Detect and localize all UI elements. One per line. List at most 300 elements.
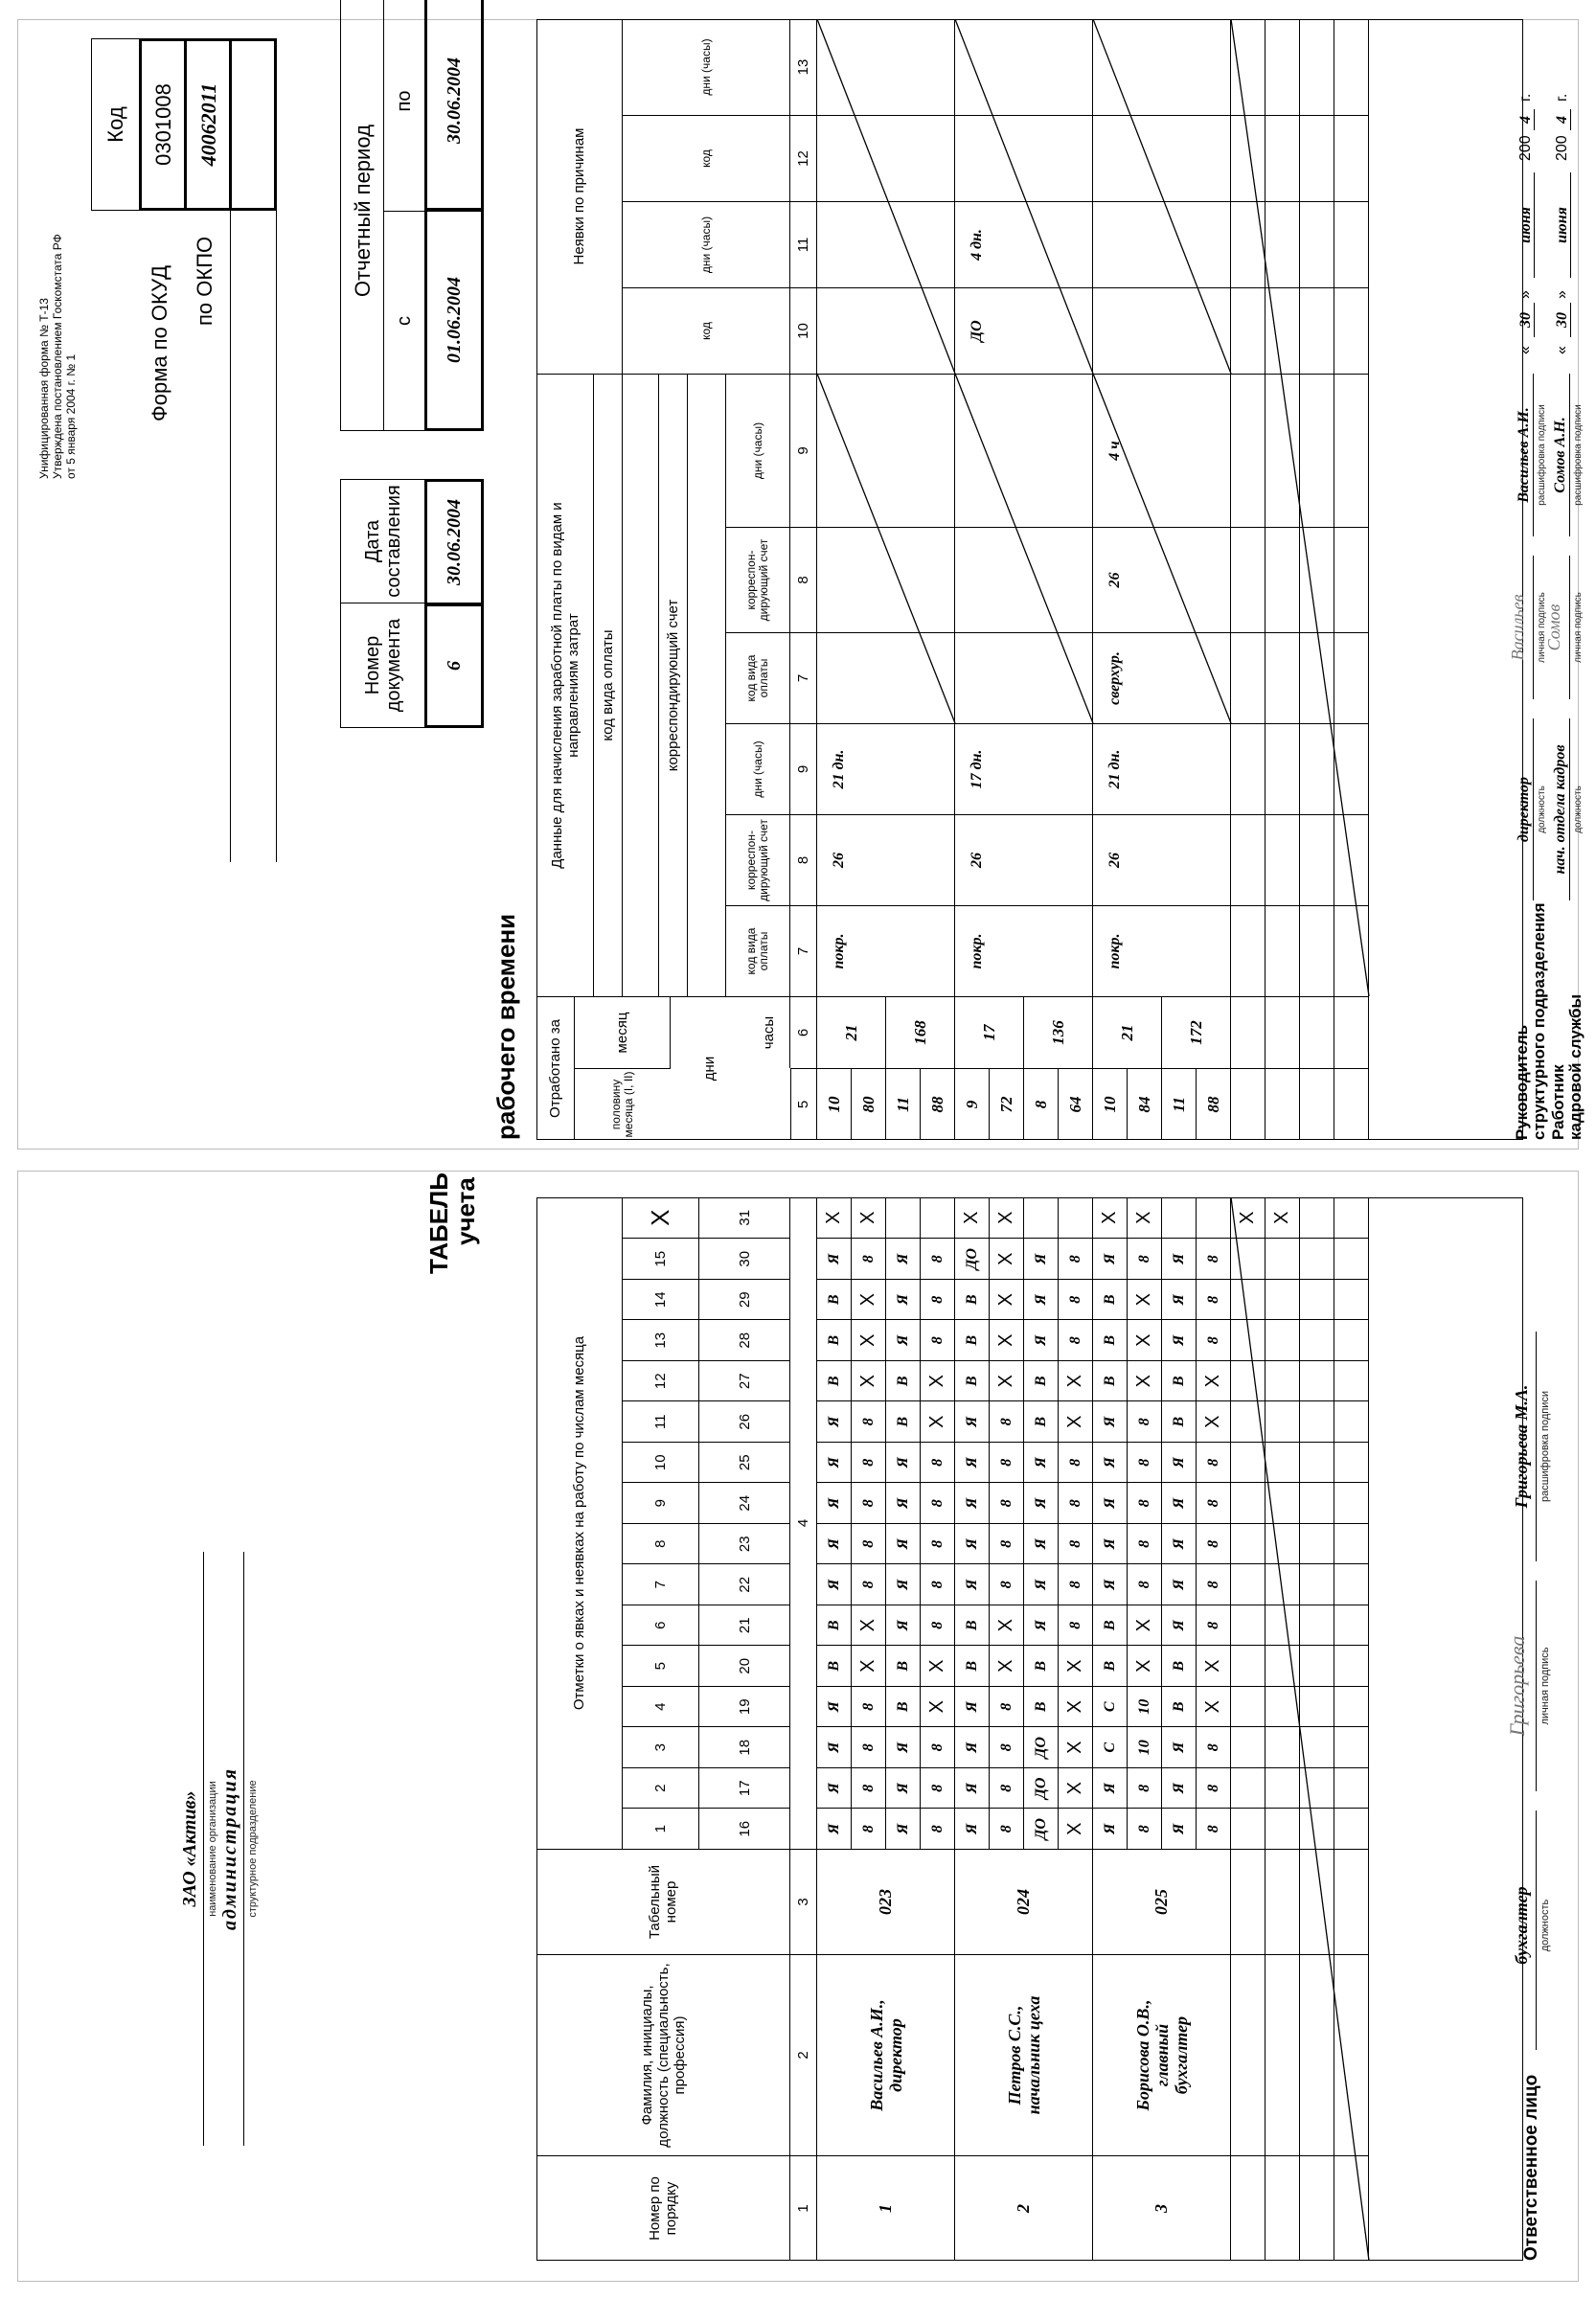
doc-number: 6 bbox=[424, 603, 484, 728]
date-2-close: » bbox=[1554, 290, 1570, 299]
row-3-m2-day-7: Я bbox=[1162, 1564, 1197, 1605]
row-1-h2-day-13: 8 bbox=[921, 1320, 955, 1361]
org-caption: наименование организации bbox=[207, 1781, 218, 1917]
row-3-month-days: 21 bbox=[1093, 996, 1162, 1068]
row-1-h1-day-1: 8 bbox=[852, 1809, 886, 1850]
row-2-h2-day-8: 8 bbox=[1059, 1523, 1093, 1564]
day-header-18: 18 bbox=[699, 1727, 790, 1768]
row-3-h1-day-11: 8 bbox=[1128, 1401, 1162, 1443]
row-2-half2_hours: 64 bbox=[1059, 1068, 1093, 1140]
row-1-h1-day-7: 8 bbox=[852, 1564, 886, 1605]
resp-position: бухгалтер bbox=[1512, 1886, 1531, 1965]
row-1-h2-day-11: X bbox=[921, 1401, 955, 1443]
row-3-m2-day-2: Я bbox=[1162, 1767, 1197, 1809]
resp-position-caption: должность bbox=[1539, 1899, 1551, 1952]
row-2-h2-day-1: X bbox=[1059, 1809, 1093, 1850]
row-1-h1-day-13: X bbox=[852, 1320, 886, 1361]
row-3-absence-cross-line bbox=[1093, 19, 1231, 374]
row-3-h2-day-5: X bbox=[1197, 1646, 1231, 1687]
row-2-h1-day-14: X bbox=[990, 1279, 1024, 1320]
row-3-h1-day-8: 8 bbox=[1128, 1523, 1162, 1564]
row-2-h1-day-11: 8 bbox=[990, 1401, 1024, 1443]
period-from-label: с bbox=[383, 211, 426, 431]
empty-day-1-15: X bbox=[1265, 1197, 1300, 1239]
row-3-h2-day-12: X bbox=[1197, 1360, 1231, 1401]
row-3-m1-day-3: С bbox=[1093, 1727, 1128, 1768]
okpo-label: по ОКПО bbox=[193, 236, 217, 326]
row-1-m2-day-14: Я bbox=[886, 1279, 921, 1320]
row-1-m2-day-8: Я bbox=[886, 1523, 921, 1564]
row-1-m1-day-8: Я bbox=[817, 1523, 852, 1564]
row-1-h1-day-16: X bbox=[852, 1197, 886, 1239]
row-3-m1-day-15: Я bbox=[1093, 1239, 1128, 1280]
day-header-7: 7 bbox=[623, 1564, 699, 1605]
right-colnum-11: 12 bbox=[790, 115, 817, 201]
row-3-m1-day-2: Я bbox=[1093, 1767, 1128, 1809]
row-1-m1-day-6: В bbox=[817, 1605, 852, 1646]
row-2-m1-day-7: Я bbox=[955, 1564, 990, 1605]
row-3-m2-day-5: В bbox=[1162, 1646, 1197, 1687]
row-3-m1-day-8: Я bbox=[1093, 1523, 1128, 1564]
row-3-h2-day-14: 8 bbox=[1197, 1279, 1231, 1320]
right-colnum-1: 5 bbox=[790, 1068, 817, 1140]
row-1-h1-day-9: 8 bbox=[852, 1483, 886, 1524]
row-3-h2-day-10: 8 bbox=[1197, 1442, 1231, 1483]
title-tabel: ТАБЕЛЬ bbox=[424, 1172, 453, 1274]
form-note-2: Утверждена постановлением Госкомстата РФ bbox=[51, 234, 64, 479]
row-1-h2-day-7: 8 bbox=[921, 1564, 955, 1605]
head-signature-caption: личная подпись bbox=[1537, 592, 1547, 663]
row-2-abs_code: ДО bbox=[955, 287, 1093, 374]
row-1-m2-day-4: В bbox=[886, 1686, 921, 1727]
day-header-8: 8 bbox=[623, 1523, 699, 1564]
right-empty-cross-line bbox=[1231, 19, 1369, 996]
day-header-19: 19 bbox=[699, 1686, 790, 1727]
day-header-20: 20 bbox=[699, 1646, 790, 1687]
row-2-m2-day-15: Я bbox=[1024, 1239, 1059, 1280]
row-3-m1-day-14: В bbox=[1093, 1279, 1128, 1320]
day-header-26: 26 bbox=[699, 1401, 790, 1443]
right-colnum-2: 6 bbox=[790, 996, 817, 1068]
date-2-month: июня bbox=[1554, 172, 1571, 278]
row-2-m1-day-12: В bbox=[955, 1360, 990, 1401]
row-tab-3: 025 bbox=[1093, 1849, 1231, 1954]
row-2-h2-day-11: X bbox=[1059, 1401, 1093, 1443]
head-name: Васильев А.И. bbox=[1516, 407, 1532, 503]
period-from: 01.06.2004 bbox=[424, 209, 484, 431]
hr-label-1: Работник bbox=[1549, 1064, 1567, 1140]
h-num: Номер по порядку bbox=[536, 2155, 790, 2261]
right-colnum-7: 8 bbox=[790, 527, 817, 632]
row-1-m1-day-2: Я bbox=[817, 1767, 852, 1809]
row-2-h2-day-3: X bbox=[1059, 1727, 1093, 1768]
okud-code: 0301008 bbox=[139, 38, 187, 211]
row-1-h2-day-3: 8 bbox=[921, 1727, 955, 1768]
row-1-pay_acc: 26 bbox=[817, 814, 955, 905]
row-3-h1-day-2: 8 bbox=[1128, 1767, 1162, 1809]
row-3-m2-day-3: Я bbox=[1162, 1727, 1197, 1768]
row-2-h2-day-5: X bbox=[1059, 1646, 1093, 1687]
row-2-m2-day-11: В bbox=[1024, 1401, 1059, 1443]
day-header-24: 24 bbox=[699, 1483, 790, 1524]
row-1-half2_days: 11 bbox=[886, 1068, 921, 1140]
row-2-h2-day-15: 8 bbox=[1059, 1239, 1093, 1280]
row-1-m2-day-7: Я bbox=[886, 1564, 921, 1605]
row-3-h1-day-13: X bbox=[1128, 1320, 1162, 1361]
row-3-m2-day-8: Я bbox=[1162, 1523, 1197, 1564]
row-3-pay2-cross-line bbox=[1093, 374, 1231, 723]
row-1-m2-day-15: Я bbox=[886, 1239, 921, 1280]
row-1-m1-day-11: Я bbox=[817, 1401, 852, 1443]
day-header-25: 25 bbox=[699, 1442, 790, 1483]
row-2-m1-day-5: В bbox=[955, 1646, 990, 1687]
row-3-pay_days: 21 дн. bbox=[1093, 723, 1231, 814]
row-num-2: 2 bbox=[955, 2155, 1093, 2261]
pay-subheader-4: код вида оплаты bbox=[726, 632, 790, 723]
row-1-h1-day-10: 8 bbox=[852, 1442, 886, 1483]
colnum-1: 1 bbox=[790, 2155, 817, 2261]
row-1-pay2-cross-line bbox=[817, 374, 955, 723]
row-2-m2-day-2: ДО bbox=[1024, 1767, 1059, 1809]
day-header-17: 17 bbox=[699, 1767, 790, 1809]
row-num-1: 1 bbox=[817, 2155, 955, 2261]
row-2-m1-day-13: В bbox=[955, 1320, 990, 1361]
day-header-16: X bbox=[623, 1197, 699, 1239]
h-corr: корреспондирующий счет bbox=[659, 374, 688, 996]
row-2-m2-day-10: Я bbox=[1024, 1442, 1059, 1483]
row-1-m2-day-12: В bbox=[886, 1360, 921, 1401]
row-2-pay_acc: 26 bbox=[955, 814, 1093, 905]
date-2-day: 30 bbox=[1554, 303, 1571, 337]
row-3-h1-day-14: X bbox=[1128, 1279, 1162, 1320]
hr-position-caption: должность bbox=[1573, 785, 1584, 833]
right-colnum-5: 9 bbox=[790, 723, 817, 814]
hr-position: нач. отдела кадров bbox=[1552, 744, 1568, 875]
row-3-half2_days: 11 bbox=[1162, 1068, 1197, 1140]
row-1-m2-day-2: Я bbox=[886, 1767, 921, 1809]
unit-caption: структурное подразделение bbox=[247, 1780, 259, 1918]
row-3-h1-day-15: 8 bbox=[1128, 1239, 1162, 1280]
resp-name: Григорьева М.А. bbox=[1512, 1384, 1531, 1509]
row-1-half1_days: 10 bbox=[817, 1068, 852, 1140]
hr-name: Сомов А.Н. bbox=[1552, 417, 1568, 493]
day-header-23: 23 bbox=[699, 1523, 790, 1564]
hr-label-2: кадровой службы bbox=[1566, 993, 1585, 1140]
day-header-5: 5 bbox=[623, 1646, 699, 1687]
abs-subheader-4: дни (часы) bbox=[623, 19, 790, 115]
row-3-half2_hours: 88 bbox=[1197, 1068, 1231, 1140]
h-month: месяц bbox=[575, 996, 671, 1068]
row-2-m2-day-3: ДО bbox=[1024, 1727, 1059, 1768]
org-name: ЗАО «Актив» bbox=[179, 1790, 200, 1907]
row-2-h1-day-5: X bbox=[990, 1646, 1024, 1687]
abs-subheader-1: код bbox=[623, 287, 790, 374]
head-signature: Васильев bbox=[1508, 594, 1527, 661]
row-3-h1-day-12: X bbox=[1128, 1360, 1162, 1401]
title-ucheta: учета bbox=[451, 1177, 480, 1245]
row-3-h2-day-7: 8 bbox=[1197, 1564, 1231, 1605]
row-2-m2-day-6: Я bbox=[1024, 1605, 1059, 1646]
row-2-h1-day-10: 8 bbox=[990, 1442, 1024, 1483]
hr-signature-caption: личная подпись bbox=[1573, 592, 1584, 663]
row-2-pay_code: покр. bbox=[955, 905, 1093, 996]
row-1-h2-day-15: 8 bbox=[921, 1239, 955, 1280]
row-1-h2-day-14: 8 bbox=[921, 1279, 955, 1320]
row-3-h2-day-15: 8 bbox=[1197, 1239, 1231, 1280]
row-2-h2-day-7: 8 bbox=[1059, 1564, 1093, 1605]
row-3-h1-day-7: 8 bbox=[1128, 1564, 1162, 1605]
okpo-code: 40062011 bbox=[184, 38, 232, 211]
row-1-month-days: 21 bbox=[817, 996, 886, 1068]
row-3-h2-day-6: 8 bbox=[1197, 1605, 1231, 1646]
row-2-m1-day-6: В bbox=[955, 1605, 990, 1646]
row-3-m2-day-13: Я bbox=[1162, 1320, 1197, 1361]
resp-signature: Григорьева bbox=[1505, 1635, 1529, 1737]
code-header: Код bbox=[91, 38, 139, 211]
h-pay: Данные для начисления заработной платы по видам и направлениям затрат bbox=[536, 374, 594, 996]
row-1-h2-day-5: X bbox=[921, 1646, 955, 1687]
row-3-pay2_acc: 26 bbox=[1093, 527, 1231, 632]
row-1-h1-day-4: 8 bbox=[852, 1686, 886, 1727]
row-name-3: Борисова О.В., главный бухгалтер bbox=[1093, 1954, 1231, 2155]
colnum-4: 4 bbox=[790, 1197, 817, 1849]
right-colnum-12: 13 bbox=[790, 19, 817, 115]
head-position: директор bbox=[1516, 776, 1532, 843]
row-2-h1-day-16: X bbox=[990, 1197, 1024, 1239]
row-2-m1-day-4: Я bbox=[955, 1686, 990, 1727]
row-1-m1-day-7: Я bbox=[817, 1564, 852, 1605]
day-header-27: 27 bbox=[699, 1360, 790, 1401]
okud-label: Форма по ОКУД bbox=[148, 265, 171, 421]
date-2-year-suffix: г. bbox=[1554, 93, 1570, 102]
row-2-h2-day-6: 8 bbox=[1059, 1605, 1093, 1646]
row-1-half2_hours: 88 bbox=[921, 1068, 955, 1140]
hr-signature: Сомов bbox=[1544, 603, 1563, 651]
right-colnum-6: 7 bbox=[790, 632, 817, 723]
row-2-pay_days: 17 дн. bbox=[955, 723, 1093, 814]
row-2-m1-day-15: ДО bbox=[955, 1239, 990, 1280]
row-2-m1-day-2: Я bbox=[955, 1767, 990, 1809]
right-colnum-4: 8 bbox=[790, 814, 817, 905]
title-rabochego: рабочего времени bbox=[491, 913, 520, 1140]
row-2-half1_days: 9 bbox=[955, 1068, 990, 1140]
pay-subheader-6: дни (часы) bbox=[726, 374, 790, 527]
day-header-12: 12 bbox=[623, 1360, 699, 1401]
row-3-m1-day-11: Я bbox=[1093, 1401, 1128, 1443]
row-1-h1-day-11: 8 bbox=[852, 1401, 886, 1443]
row-name-1: Васильев А.И., директор bbox=[817, 1954, 955, 2155]
h-hours: часы bbox=[747, 996, 790, 1068]
row-3-m2-day-6: Я bbox=[1162, 1605, 1197, 1646]
row-2-h2-day-12: X bbox=[1059, 1360, 1093, 1401]
row-1-m1-day-5: В bbox=[817, 1646, 852, 1687]
date-1-year-suffix: г. bbox=[1517, 93, 1534, 102]
row-3-pay_code: покр. bbox=[1093, 905, 1231, 996]
row-1-m1-day-4: Я bbox=[817, 1686, 852, 1727]
day-header-6: 6 bbox=[623, 1605, 699, 1646]
row-2-m1-day-8: Я bbox=[955, 1523, 990, 1564]
row-3-m1-day-1: Я bbox=[1093, 1809, 1128, 1850]
day-header-30: 30 bbox=[699, 1239, 790, 1280]
period-to: 30.06.2004 bbox=[424, 0, 484, 211]
row-3-m1-day-16: X bbox=[1093, 1197, 1128, 1239]
head-label-2: структурного подразделения bbox=[1530, 902, 1548, 1140]
row-2-m1-day-1: Я bbox=[955, 1809, 990, 1850]
row-3-h1-day-3: 10 bbox=[1128, 1727, 1162, 1768]
row-1-h2-day-1: 8 bbox=[921, 1809, 955, 1850]
row-2-h2-day-10: 8 bbox=[1059, 1442, 1093, 1483]
row-2-abs_days: 4 дн. bbox=[955, 201, 1093, 287]
row-1-m1-day-12: В bbox=[817, 1360, 852, 1401]
h-absence: Неявки по причинам bbox=[536, 19, 623, 374]
row-1-h2-day-9: 8 bbox=[921, 1483, 955, 1524]
row-2-m2-day-12: В bbox=[1024, 1360, 1059, 1401]
row-3-pay_acc: 26 bbox=[1093, 814, 1231, 905]
row-1-h2-day-2: 8 bbox=[921, 1767, 955, 1809]
row-3-pay2_code: сверхур. bbox=[1093, 632, 1231, 723]
row-3-m1-day-9: Я bbox=[1093, 1483, 1128, 1524]
row-3-m2-day-15: Я bbox=[1162, 1239, 1197, 1280]
day-header-13: 13 bbox=[623, 1320, 699, 1361]
date-1-year-digit: 4 bbox=[1517, 109, 1535, 130]
row-3-m1-day-12: В bbox=[1093, 1360, 1128, 1401]
day-header-21: 21 bbox=[699, 1605, 790, 1646]
h-paycode: код вида оплаты bbox=[594, 374, 623, 996]
row-1-h2-day-6: 8 bbox=[921, 1605, 955, 1646]
row-2-m1-day-14: В bbox=[955, 1279, 990, 1320]
row-3-h1-day-5: X bbox=[1128, 1646, 1162, 1687]
pay-subheader-2: корреспон-дирующий счет bbox=[726, 814, 790, 905]
row-2-h1-day-15: X bbox=[990, 1239, 1024, 1280]
row-2-m2-day-7: Я bbox=[1024, 1564, 1059, 1605]
row-1-m2-day-13: Я bbox=[886, 1320, 921, 1361]
row-1-m1-day-13: В bbox=[817, 1320, 852, 1361]
row-3-m2-day-11: В bbox=[1162, 1401, 1197, 1443]
row-3-pay2_hours: 4 ч bbox=[1093, 374, 1231, 527]
right-colnum-3: 7 bbox=[790, 905, 817, 996]
row-1-m2-day-11: В bbox=[886, 1401, 921, 1443]
date-1-month: июня bbox=[1517, 172, 1535, 278]
row-3-m2-day-14: Я bbox=[1162, 1279, 1197, 1320]
date-1-year-prefix: 200 bbox=[1517, 135, 1534, 161]
row-2-h2-day-9: 8 bbox=[1059, 1483, 1093, 1524]
row-3-half1_hours: 84 bbox=[1128, 1068, 1162, 1140]
row-1-m1-day-1: Я bbox=[817, 1809, 852, 1850]
row-2-h1-day-1: 8 bbox=[990, 1809, 1024, 1850]
day-header-16: 16 bbox=[699, 1809, 790, 1850]
row-3-m1-day-4: С bbox=[1093, 1686, 1128, 1727]
row-1-h1-day-15: 8 bbox=[852, 1239, 886, 1280]
right-colnum-9: 10 bbox=[790, 287, 817, 374]
row-2-m2-day-13: Я bbox=[1024, 1320, 1059, 1361]
row-2-m1-day-16: X bbox=[955, 1197, 990, 1239]
row-3-half1_days: 10 bbox=[1093, 1068, 1128, 1140]
empty-day-0-15: X bbox=[1231, 1197, 1265, 1239]
abs-subheader-3: код bbox=[623, 115, 790, 201]
row-1-h1-day-2: 8 bbox=[852, 1767, 886, 1809]
row-1-h2-day-8: 8 bbox=[921, 1523, 955, 1564]
row-3-h1-day-16: X bbox=[1128, 1197, 1162, 1239]
row-3-m1-day-7: Я bbox=[1093, 1564, 1128, 1605]
row-2-h1-day-6: X bbox=[990, 1605, 1024, 1646]
row-3-h2-day-4: X bbox=[1197, 1686, 1231, 1727]
day-header-11: 11 bbox=[623, 1401, 699, 1443]
row-2-h1-day-8: 8 bbox=[990, 1523, 1024, 1564]
day-header-15: 15 bbox=[623, 1239, 699, 1280]
h-half: половину месяца (I, II) bbox=[575, 1068, 671, 1140]
row-3-h1-day-1: 8 bbox=[1128, 1809, 1162, 1850]
day-header-9: 9 bbox=[623, 1483, 699, 1524]
row-1-m2-day-6: Я bbox=[886, 1605, 921, 1646]
day-header-14: 14 bbox=[623, 1279, 699, 1320]
row-2-h2-day-2: X bbox=[1059, 1767, 1093, 1809]
row-3-m1-day-10: Я bbox=[1093, 1442, 1128, 1483]
row-2-half1_hours: 72 bbox=[990, 1068, 1024, 1140]
row-3-h2-day-9: 8 bbox=[1197, 1483, 1231, 1524]
row-3-m1-day-5: В bbox=[1093, 1646, 1128, 1687]
colnum-3: 3 bbox=[790, 1849, 817, 1954]
head-position-caption: должность bbox=[1537, 785, 1547, 833]
day-header-29: 29 bbox=[699, 1279, 790, 1320]
row-2-h1-day-2: 8 bbox=[990, 1767, 1024, 1809]
row-1-h2-day-12: X bbox=[921, 1360, 955, 1401]
row-1-pay_days: 21 дн. bbox=[817, 723, 955, 814]
unit-name: администрация bbox=[219, 1767, 240, 1930]
row-3-h2-day-8: 8 bbox=[1197, 1523, 1231, 1564]
row-2-m1-day-11: Я bbox=[955, 1401, 990, 1443]
row-1-m2-day-10: Я bbox=[886, 1442, 921, 1483]
row-2-m2-day-5: В bbox=[1024, 1646, 1059, 1687]
row-2-h1-day-9: 8 bbox=[990, 1483, 1024, 1524]
h-marks: Отметки о явках и неявках на работу по числам месяца bbox=[536, 1197, 623, 1849]
row-2-m2-day-14: Я bbox=[1024, 1279, 1059, 1320]
row-3-h1-day-4: 10 bbox=[1128, 1686, 1162, 1727]
row-3-h1-day-10: 8 bbox=[1128, 1442, 1162, 1483]
row-tab-2: 024 bbox=[955, 1849, 1093, 1954]
row-num-3: 3 bbox=[1093, 2155, 1231, 2261]
doc-date: 30.06.2004 bbox=[424, 479, 484, 605]
right-colnum-10: 11 bbox=[790, 201, 817, 287]
date-1-day: 30 bbox=[1517, 303, 1535, 337]
left-empty-cross-line bbox=[1231, 1197, 1369, 2261]
row-2-pay2-cross-line bbox=[955, 374, 1093, 723]
row-1-h1-day-5: X bbox=[852, 1646, 886, 1687]
row-2-h1-day-12: X bbox=[990, 1360, 1024, 1401]
form-note-3: от 5 января 2004 г. № 1 bbox=[64, 353, 78, 479]
row-3-h2-day-2: 8 bbox=[1197, 1767, 1231, 1809]
h-days: дни bbox=[671, 996, 747, 1140]
row-1-m1-day-15: Я bbox=[817, 1239, 852, 1280]
abs-subheader-2: дни (часы) bbox=[623, 201, 790, 287]
period-label: Отчетный период bbox=[340, 0, 383, 431]
doc-date-label: Дата составления bbox=[340, 479, 426, 603]
h-worked: Отработано за bbox=[536, 996, 575, 1140]
day-header-10: 10 bbox=[623, 1442, 699, 1483]
row-2-h1-day-4: 8 bbox=[990, 1686, 1024, 1727]
day-header-1: 1 bbox=[623, 1809, 699, 1850]
row-1-m1-day-16: X bbox=[817, 1197, 852, 1239]
row-1-m1-day-3: Я bbox=[817, 1727, 852, 1768]
row-2-m2-day-1: ДО bbox=[1024, 1809, 1059, 1850]
date-1-close: » bbox=[1517, 290, 1534, 299]
day-header-4: 4 bbox=[623, 1686, 699, 1727]
row-1-m2-day-5: В bbox=[886, 1646, 921, 1687]
row-2-month-hours: 136 bbox=[1024, 996, 1093, 1068]
row-3-m1-day-6: В bbox=[1093, 1605, 1128, 1646]
period-to-label: по bbox=[383, 0, 426, 211]
row-3-m1-day-13: В bbox=[1093, 1320, 1128, 1361]
pay-subheader-5: корреспон-дирующий счет bbox=[726, 527, 790, 632]
